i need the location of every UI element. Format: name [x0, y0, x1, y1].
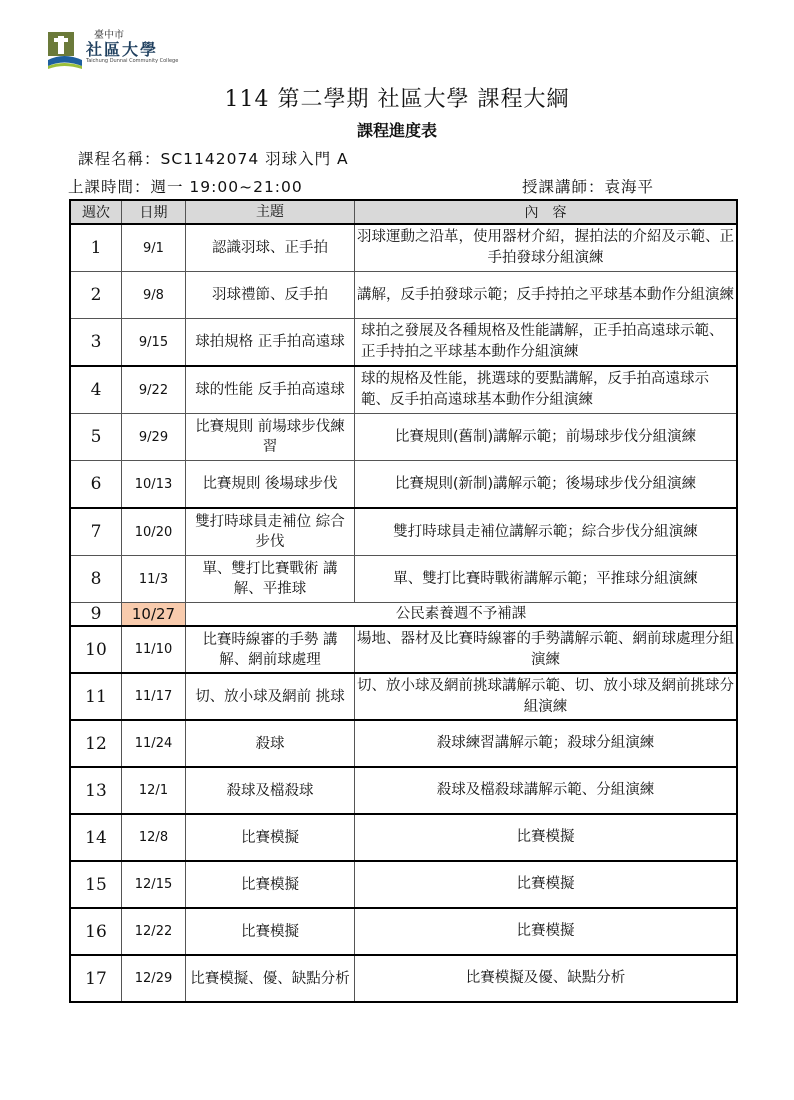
week-cell: 13 [70, 767, 122, 814]
date-cell: 12/1 [122, 767, 186, 814]
table-row [70, 272, 737, 319]
content-cell-merged: 公民素養週不予補課 [186, 603, 738, 627]
date-cell: 10/13 [122, 461, 186, 509]
table-row [70, 319, 737, 367]
date-cell: 12/8 [122, 814, 186, 861]
header-date: 日期 [122, 200, 186, 224]
content-cell: 比賽模擬 [355, 861, 738, 908]
table-row [70, 414, 737, 461]
table-row [70, 508, 737, 556]
topic-cell: 比賽模擬、優、缺點分析 [186, 955, 355, 1002]
content-cell: 球的規格及性能，挑選球的要點講解，反手拍高遠球示範、反手拍高遠球基本動作分組演練 [355, 366, 738, 414]
content-cell: 球拍之發展及各種規格及性能講解，正手拍高遠球示範、正手持拍之平球基本動作分組演練 [355, 319, 738, 367]
class-time: 上課時間：週一 19:00~21:00 [68, 178, 303, 196]
week-cell: 8 [70, 556, 122, 603]
content-cell: 比賽模擬 [355, 814, 738, 861]
content-cell: 羽球運動之沿革，使用器材介紹，握拍法的介紹及示範、正手拍發球分組演練 [355, 224, 738, 272]
date-cell: 11/3 [122, 556, 186, 603]
table-row [70, 673, 737, 720]
teacher-name: 授課講師：袁海平 [522, 178, 655, 196]
week-cell: 4 [70, 366, 122, 414]
table-row [70, 224, 737, 272]
content-cell: 單、雙打比賽時戰術講解示範；平推球分組演練 [355, 556, 738, 603]
topic-cell: 殺球 [186, 720, 355, 767]
topic-cell: 比賽模擬 [186, 861, 355, 908]
week-cell: 3 [70, 319, 122, 367]
week-cell: 9 [70, 603, 122, 627]
header-content: 內 容 [355, 200, 738, 224]
topic-cell: 羽球禮節、反手拍 [186, 272, 355, 319]
date-cell: 12/15 [122, 861, 186, 908]
logo-english-text: Taichung Dunnai Community College [86, 58, 179, 64]
table-row [70, 461, 737, 509]
content-cell: 比賽模擬 [355, 908, 738, 955]
topic-cell: 認識羽球、正手拍 [186, 224, 355, 272]
topic-cell: 切、放小球及網前 挑球 [186, 673, 355, 720]
content-cell: 殺球練習講解示範；殺球分組演練 [355, 720, 738, 767]
table-row [70, 626, 737, 673]
week-cell: 1 [70, 224, 122, 272]
week-cell: 12 [70, 720, 122, 767]
table-row [70, 814, 737, 861]
date-cell: 9/22 [122, 366, 186, 414]
page-subtitle: 課程進度表 [356, 121, 437, 140]
college-emblem-icon [44, 26, 84, 70]
date-cell: 12/22 [122, 908, 186, 955]
table-header-row [70, 200, 737, 224]
header-topic: 主題 [186, 200, 355, 224]
date-cell: 10/20 [122, 508, 186, 556]
table-row [70, 908, 737, 955]
date-cell: 9/29 [122, 414, 186, 461]
content-cell: 殺球及檔殺球講解示範、分組演練 [355, 767, 738, 814]
topic-cell: 比賽模擬 [186, 814, 355, 861]
week-cell: 2 [70, 272, 122, 319]
content-cell: 切、放小球及網前挑球講解示範、切、放小球及網前挑球分組演練 [355, 673, 738, 720]
topic-cell: 單、雙打比賽戰術 講解、平推球 [186, 556, 355, 603]
date-cell: 11/24 [122, 720, 186, 767]
college-logo [44, 26, 179, 72]
topic-cell: 比賽時線審的手勢 講解、網前球處理 [186, 626, 355, 673]
week-cell: 15 [70, 861, 122, 908]
content-cell: 比賽規則(舊制)講解示範；前場球步伐分組演練 [355, 414, 738, 461]
table-row [70, 603, 737, 627]
header-week: 週次 [70, 200, 122, 224]
date-cell: 11/10 [122, 626, 186, 673]
content-cell: 場地、器材及比賽時線審的手勢講解示範、網前球處理分組演練 [355, 626, 738, 673]
table-row [70, 861, 737, 908]
page-title: 114 第二學期 社區大學 課程大綱 [224, 87, 570, 112]
topic-cell: 雙打時球員走補位 綜合步伐 [186, 508, 355, 556]
table-row [70, 366, 737, 414]
table-row [70, 556, 737, 603]
topic-cell: 比賽模擬 [186, 908, 355, 955]
week-cell: 6 [70, 461, 122, 509]
week-cell: 14 [70, 814, 122, 861]
date-cell: 11/17 [122, 673, 186, 720]
date-cell: 9/15 [122, 319, 186, 367]
week-cell: 10 [70, 626, 122, 673]
date-cell: 9/1 [122, 224, 186, 272]
topic-cell: 殺球及檔殺球 [186, 767, 355, 814]
logo-main-text: 社區大學 [86, 40, 159, 59]
content-cell: 比賽規則(新制)講解示範；後場球步伐分組演練 [355, 461, 738, 509]
content-cell: 講解，反手拍發球示範；反手持拍之平球基本動作分組演練 [355, 272, 738, 319]
topic-cell: 球的性能 反手拍高遠球 [186, 366, 355, 414]
week-cell: 17 [70, 955, 122, 1002]
table-row [70, 720, 737, 767]
course-name: 課程名稱：SC1142074 羽球入門 A [78, 150, 349, 168]
date-cell: 9/8 [122, 272, 186, 319]
week-cell: 7 [70, 508, 122, 556]
schedule-table [69, 199, 738, 1003]
content-cell: 雙打時球員走補位講解示範；綜合步伐分組演練 [355, 508, 738, 556]
topic-cell: 比賽規則 後場球步伐 [186, 461, 355, 509]
table-row [70, 955, 737, 1002]
week-cell: 5 [70, 414, 122, 461]
logo-city-text: 臺中市 [94, 30, 124, 41]
week-cell: 16 [70, 908, 122, 955]
week-cell: 11 [70, 673, 122, 720]
date-cell-highlighted: 10/27 [122, 603, 186, 627]
topic-cell: 球拍規格 正手拍高遠球 [186, 319, 355, 367]
table-row [70, 767, 737, 814]
content-cell: 比賽模擬及優、缺點分析 [355, 955, 738, 1002]
date-cell: 12/29 [122, 955, 186, 1002]
topic-cell: 比賽規則 前場球步伐練習 [186, 414, 355, 461]
